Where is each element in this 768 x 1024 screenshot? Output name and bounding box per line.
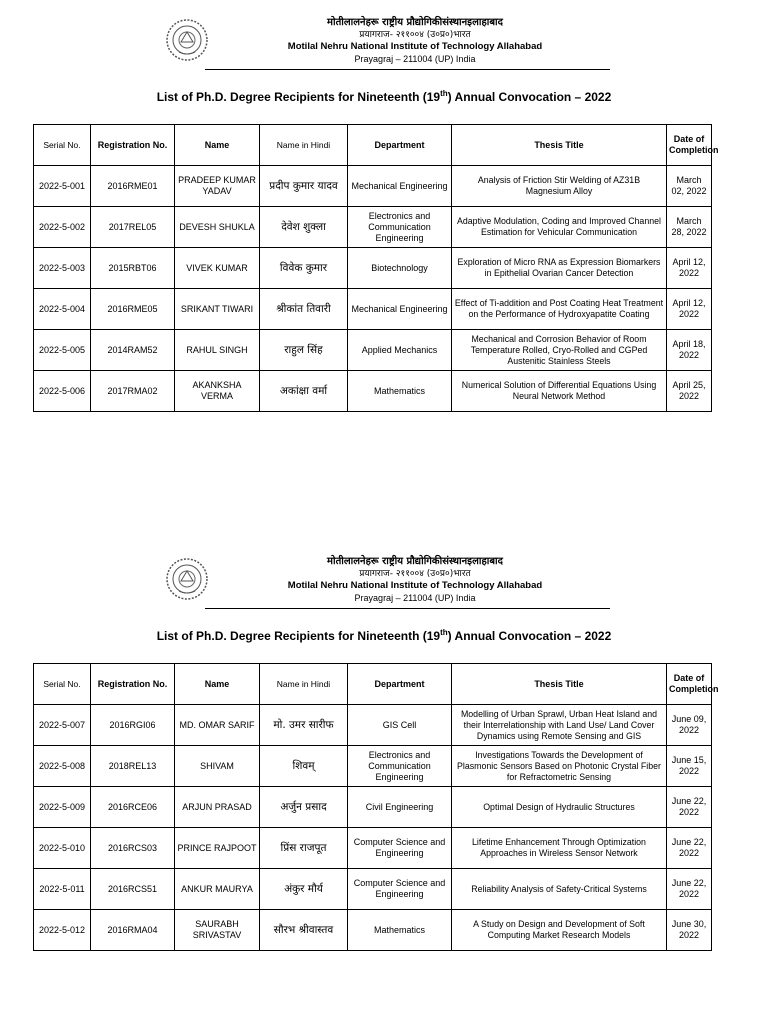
header-name-hindi: Name in Hindi: [260, 664, 348, 705]
table-row: [34, 869, 712, 910]
cell-name-hindi: मो. उमर सारीफ: [260, 705, 348, 746]
header-registration: Registration No.: [91, 664, 175, 705]
institute-emblem-icon: [165, 557, 209, 601]
letterhead-divider: [205, 69, 610, 70]
letterhead-divider: [205, 608, 610, 609]
title-prefix: List of Ph.D. Degree Recipients for Nineteenth (19: [156, 90, 441, 104]
cell-name-hindi: देवेश शुक्ला: [260, 207, 348, 248]
header-name: Name: [175, 125, 260, 166]
cell-name: PRADEEP KUMAR YADAV: [175, 166, 260, 207]
table-row: [34, 787, 712, 828]
cell-department: Civil Engineering: [348, 787, 452, 828]
institute-hindi-name: मोतीलालनेहरू राष्ट्रीय प्रौद्योगिकीसंस्थानइलाहाबाद: [327, 17, 503, 28]
table-row: [34, 746, 712, 787]
header-thesis: Thesis Title: [452, 125, 667, 166]
document-title: [0, 624, 768, 642]
institute-emblem-icon: [165, 18, 209, 62]
letterhead: [0, 14, 768, 74]
cell-name: PRINCE RAJPOOT: [175, 828, 260, 869]
cell-name-hindi: प्रदीप कुमार यादव: [260, 166, 348, 207]
header-thesis: Thesis Title: [452, 664, 667, 705]
header-department: Department: [348, 125, 452, 166]
title-superscript: th: [440, 89, 448, 98]
table-row: [34, 207, 712, 248]
header-serial: Serial No.: [34, 664, 91, 705]
cell-date: April 12, 2022: [667, 289, 712, 330]
cell-date: April 18, 2022: [667, 330, 712, 371]
cell-name-hindi: श्रीकांत तिवारी: [260, 289, 348, 330]
institute-hindi-name: मोतीलालनेहरू राष्ट्रीय प्रौद्योगिकीसंस्थानइलाहाबाद: [327, 556, 503, 567]
cell-serial: 2022-5-004: [34, 289, 91, 330]
cell-registration: 2016RCS51: [91, 869, 175, 910]
cell-thesis-title: Lifetime Enhancement Through Optimization Approaches in Wireless Sensor Network: [452, 828, 667, 869]
institute-english-address: Prayagraj – 211004 (UP) India: [354, 593, 476, 603]
cell-name-hindi: शिवम्: [260, 746, 348, 787]
cell-registration: 2017REL05: [91, 207, 175, 248]
cell-date: March 28, 2022: [667, 207, 712, 248]
cell-department: Electronics and Communication Engineering: [348, 207, 452, 248]
cell-serial: 2022-5-010: [34, 828, 91, 869]
cell-name: SHIVAM: [175, 746, 260, 787]
cell-date: March 02, 2022: [667, 166, 712, 207]
cell-date: June 09, 2022: [667, 705, 712, 746]
cell-department: GIS Cell: [348, 705, 452, 746]
header-registration: Registration No.: [91, 125, 175, 166]
cell-registration: 2016RCE06: [91, 787, 175, 828]
institute-english-name: Motilal Nehru National Institute of Technology Allahabad: [287, 41, 543, 52]
cell-name: ARJUN PRASAD: [175, 787, 260, 828]
page-section-1: [0, 14, 768, 412]
table-row: [34, 828, 712, 869]
cell-department: Computer Science and Engineering: [348, 828, 452, 869]
cell-thesis-title: Modelling of Urban Sprawl, Urban Heat Island and their Interrelationship with Land Use/ Land Cover Dynamics using Remote Sensing and GIS: [452, 705, 667, 746]
institute-english-address: Prayagraj – 211004 (UP) India: [354, 54, 476, 64]
cell-date: April 25, 2022: [667, 371, 712, 412]
cell-thesis-title: Mechanical and Corrosion Behavior of Room Temperature Rolled, Cryo-Rolled and CGPed Austenitic Stainless Steels: [452, 330, 667, 371]
cell-serial: 2022-5-008: [34, 746, 91, 787]
cell-serial: 2022-5-005: [34, 330, 91, 371]
cell-name-hindi: अर्जुन प्रसाद: [260, 787, 348, 828]
cell-date: June 30, 2022: [667, 910, 712, 951]
recipients-table-1: [33, 124, 719, 412]
cell-department: Computer Science and Engineering: [348, 869, 452, 910]
table-row: [34, 705, 712, 746]
letterhead-text: [220, 555, 610, 604]
cell-registration: 2016RGI06: [91, 705, 175, 746]
cell-department: Electronics and Communication Engineering: [348, 746, 452, 787]
cell-name-hindi: सौरभ श्रीवास्तव: [260, 910, 348, 951]
cell-registration: 2017RMA02: [91, 371, 175, 412]
header-date: Date of Completion: [667, 125, 712, 166]
institute-hindi-address: प्रयागराज- २११००४ (उ०प्र०)भारत: [359, 569, 471, 579]
cell-registration: 2015RBT06: [91, 248, 175, 289]
cell-name: SRIKANT TIWARI: [175, 289, 260, 330]
cell-name: VIVEK KUMAR: [175, 248, 260, 289]
cell-name: ANKUR MAURYA: [175, 869, 260, 910]
header-name: Name: [175, 664, 260, 705]
title-superscript: th: [440, 628, 448, 637]
cell-date: June 15, 2022: [667, 746, 712, 787]
cell-date: June 22, 2022: [667, 787, 712, 828]
table-row: [34, 166, 712, 207]
table-row: [34, 371, 712, 412]
cell-department: Applied Mechanics: [348, 330, 452, 371]
cell-department: Mathematics: [348, 371, 452, 412]
cell-registration: 2016RCS03: [91, 828, 175, 869]
cell-serial: 2022-5-001: [34, 166, 91, 207]
cell-thesis-title: Reliability Analysis of Safety-Critical Systems: [452, 869, 667, 910]
institute-hindi-address: प्रयागराज- २११००४ (उ०प्र०)भारत: [359, 30, 471, 40]
document-title: [0, 85, 768, 103]
cell-department: Mechanical Engineering: [348, 289, 452, 330]
cell-name: DEVESH SHUKLA: [175, 207, 260, 248]
cell-thesis-title: Analysis of Friction Stir Welding of AZ31B Magnesium Alloy: [452, 166, 667, 207]
cell-thesis-title: Optimal Design of Hydraulic Structures: [452, 787, 667, 828]
cell-serial: 2022-5-009: [34, 787, 91, 828]
letterhead: [0, 553, 768, 613]
table-header-row: [34, 125, 712, 166]
header-serial: Serial No.: [34, 125, 91, 166]
cell-thesis-title: Adaptive Modulation, Coding and Improved Channel Estimation for Vehicular Communication: [452, 207, 667, 248]
cell-serial: 2022-5-003: [34, 248, 91, 289]
cell-date: June 22, 2022: [667, 828, 712, 869]
recipients-table-2: [33, 663, 719, 951]
cell-registration: 2018REL13: [91, 746, 175, 787]
title-suffix: ) Annual Convocation – 2022: [447, 90, 612, 104]
table-row: [34, 248, 712, 289]
cell-thesis-title: Effect of Ti-addition and Post Coating Heat Treatment on the Performance of Hydroxyapatite Coating: [452, 289, 667, 330]
cell-department: Mathematics: [348, 910, 452, 951]
cell-registration: 2016RME01: [91, 166, 175, 207]
table-header-row: [34, 664, 712, 705]
cell-department: Biotechnology: [348, 248, 452, 289]
title-suffix: ) Annual Convocation – 2022: [447, 629, 612, 643]
cell-thesis-title: Numerical Solution of Differential Equations Using Neural Network Method: [452, 371, 667, 412]
cell-thesis-title: A Study on Design and Development of Soft Computing Market Research Models: [452, 910, 667, 951]
cell-name-hindi: राहुल सिंह: [260, 330, 348, 371]
cell-thesis-title: Exploration of Micro RNA as Expression Biomarkers in Epithelial Ovarian Cancer Detection: [452, 248, 667, 289]
cell-thesis-title: Investigations Towards the Development of Plasmonic Sensors Based on Photonic Crystal Fiber for Refractometric Sensing: [452, 746, 667, 787]
cell-name-hindi: प्रिंस राजपूत: [260, 828, 348, 869]
cell-registration: 2016RME05: [91, 289, 175, 330]
institute-english-name: Motilal Nehru National Institute of Technology Allahabad: [287, 580, 543, 591]
cell-name: MD. OMAR SARIF: [175, 705, 260, 746]
cell-serial: 2022-5-006: [34, 371, 91, 412]
cell-name-hindi: अकांक्षा वर्मा: [260, 371, 348, 412]
cell-serial: 2022-5-011: [34, 869, 91, 910]
cell-name-hindi: विवेक कुमार: [260, 248, 348, 289]
header-name-hindi: Name in Hindi: [260, 125, 348, 166]
header-department: Department: [348, 664, 452, 705]
cell-name: SAURABH SRIVASTAV: [175, 910, 260, 951]
cell-date: April 12, 2022: [667, 248, 712, 289]
cell-date: June 22, 2022: [667, 869, 712, 910]
cell-name-hindi: अंकुर मौर्य: [260, 869, 348, 910]
table-row: [34, 289, 712, 330]
page-section-2: [0, 553, 768, 951]
cell-registration: 2014RAM52: [91, 330, 175, 371]
cell-serial: 2022-5-002: [34, 207, 91, 248]
cell-registration: 2016RMA04: [91, 910, 175, 951]
cell-serial: 2022-5-012: [34, 910, 91, 951]
cell-name: AKANKSHA VERMA: [175, 371, 260, 412]
title-prefix: List of Ph.D. Degree Recipients for Nineteenth (19: [156, 629, 441, 643]
table-row: [34, 330, 712, 371]
header-date: Date of Completion: [667, 664, 712, 705]
table-row: [34, 910, 712, 951]
cell-serial: 2022-5-007: [34, 705, 91, 746]
letterhead-text: [220, 16, 610, 65]
cell-name: RAHUL SINGH: [175, 330, 260, 371]
cell-department: Mechanical Engineering: [348, 166, 452, 207]
